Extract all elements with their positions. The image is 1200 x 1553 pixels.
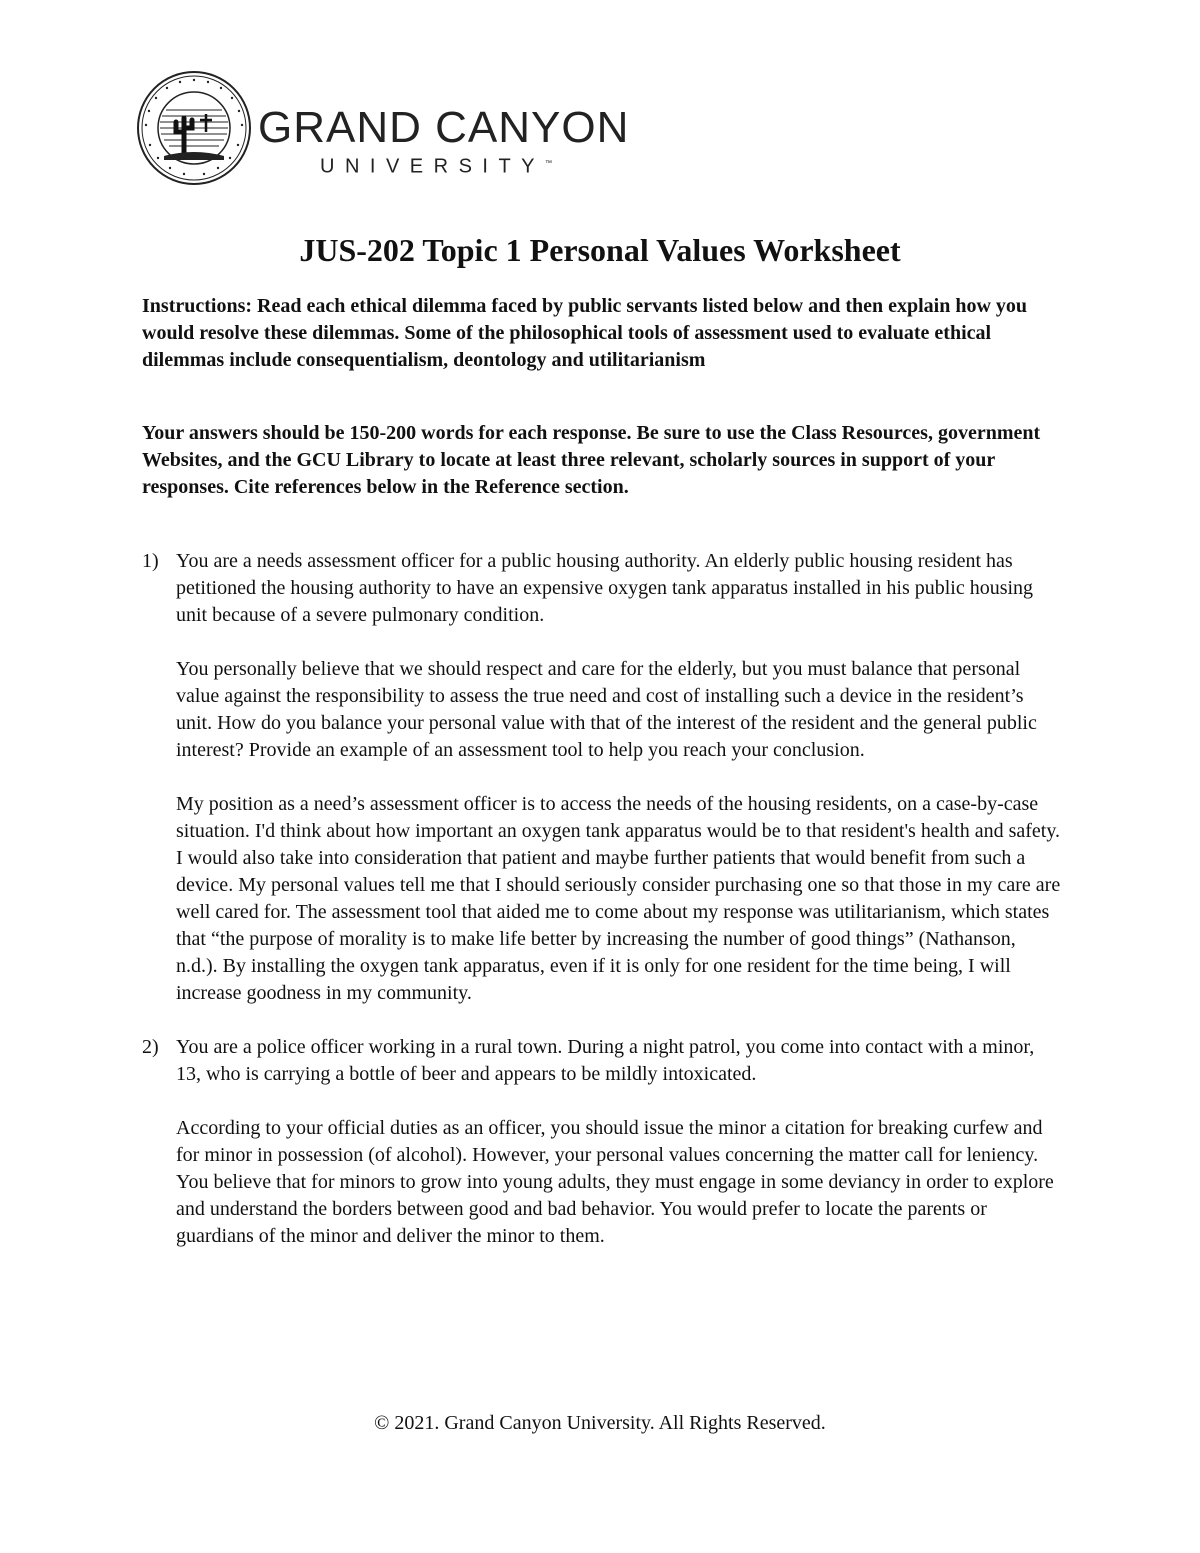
page-title: JUS-202 Topic 1 Personal Values Worksheet — [299, 232, 901, 268]
university-seal-icon — [136, 70, 252, 186]
dilemma-number: 1) — [142, 550, 159, 572]
answer-requirements-paragraph: Your answers should be 150-200 words for each response. Be sure to use the Class Resources, government Websites, and the GCU Library to locate at least three relevant, scholarly sources in support of your responses. Cite references below in the Reference section. — [142, 422, 1041, 498]
dilemma-question: You personally believe that we should respect and care for the elderly, but you must balance that personal value against the responsibility to assess the true need and cost of installing such a device in the resident’s unit. How do you balance your personal value with that of the interest of the resident and the general public interest? Provide an example of an assessment tool to help you reach your conclusion. — [176, 658, 1037, 761]
university-wordmark — [258, 104, 629, 179]
university-name: GRAND CANYON — [258, 103, 630, 152]
dilemma-item-1 — [142, 548, 1062, 1007]
dilemma-number: 2) — [142, 1036, 159, 1058]
university-logo — [136, 70, 636, 190]
dilemma-list — [142, 548, 1062, 1250]
instructions-paragraph: Instructions: Read each ethical dilemma faced by public servants listed below and then explain how you would resolve these dilemmas. Some of the philosophical tools of assessment used to evaluate ethical dilemmas include consequentialism, deontology and utilitarianism — [142, 295, 1028, 371]
dilemma-item-2 — [142, 1034, 1062, 1250]
copyright-footer: © 2021. Grand Canyon University. All Rights Reserved. — [374, 1412, 826, 1434]
trademark-symbol: ™ — [545, 160, 553, 167]
university-subtitle: UNIVERSITY™ — [320, 155, 553, 178]
dilemma-question: According to your official duties as an officer, you should issue the minor a citation for breaking curfew and for minor in possession (of alcohol). However, your personal values concerning the matter call for leniency. You believe that for minors to grow into young adults, they must engage in some deviancy in order to explore and understand the borders between good and bad behavior. You would prefer to locate the parents or guardians of the minor and deliver the minor to them. — [176, 1117, 1054, 1247]
dilemma-scenario: You are a police officer working in a rural town. During a night patrol, you come into contact with a minor, 13, who is carrying a bottle of beer and appears to be mildly intoxicated. — [176, 1036, 1035, 1085]
dilemma-scenario: You are a needs assessment officer for a public housing authority. An elderly public housing resident has petitioned the housing authority to have an expensive oxygen tank apparatus installed in his public housing unit because of a severe pulmonary condition. — [176, 550, 1034, 626]
dilemma-answer: My position as a need’s assessment officer is to access the needs of the housing residents, on a case-by-case situation. I'd think about how important an oxygen tank apparatus would be to that resident's health and safety. I would also take into consideration that patient and maybe further patients that would benefit from such a device. My personal values tell me that I should seriously consider purchasing one so that those in my care are well cared for. The assessment tool that aided me to come about my response was utilitarianism, which states that “the purpose of morality is to make life better by increasing the number of good things” (Nathanson, n.d.). By installing the oxygen tank apparatus, even if it is only for one resident for the time being, I will increase goodness in my community. — [176, 793, 1061, 1004]
